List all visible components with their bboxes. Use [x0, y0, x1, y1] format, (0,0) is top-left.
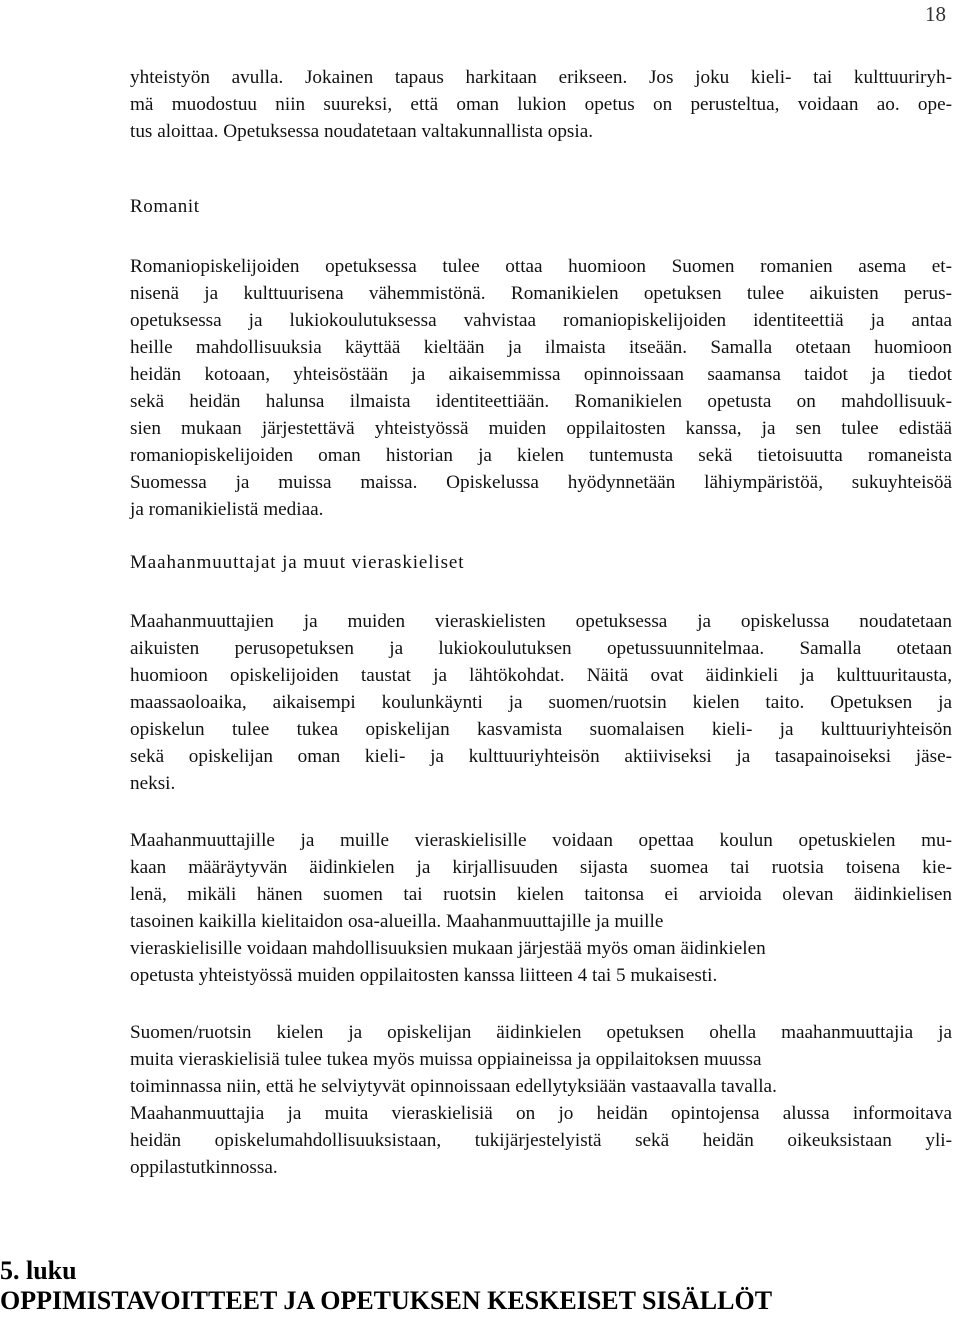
maahanmuuttajat-p2-line: tasoinen kaikilla kielitaidon osa-alueilla. Maahanmuuttajille ja muille [130, 911, 664, 932]
maahanmuuttajat-p1-line: opiskelun tulee tukea opiskelijan kasvamista suomalaisen kieli- ja kulttuuriyhteisön [130, 719, 952, 740]
maahanmuuttajat-p3-line: toiminnassa niin, että he selviytyvät opinnoissaan edellytyksiään vastaavalla tavalla. [130, 1076, 777, 1097]
romanit-line: sekä heidän halunsa ilmaista identiteettiään. Romanikielen opetusta on mahdollisuuk- [130, 391, 952, 412]
maahanmuuttajat-p1-line: huomioon opiskelijoiden taustat ja lähtökohdat. Näitä ovat äidinkieli ja kulttuuritausta, [130, 665, 952, 686]
romanit-line: romaniopiskelijoiden oman historian ja kielen tuntemusta sekä tietoisuutta romaneista [130, 445, 952, 466]
maahanmuuttajat-p2-line: opetusta yhteistyössä muiden oppilaitosten kanssa liitteen 4 tai 5 mukaisesti. [130, 965, 718, 986]
section-heading-maahanmuuttajat: Maahanmuuttajat ja muut vieraskieliset [130, 552, 465, 573]
maahanmuuttajat-p1-line: neksi. [130, 773, 176, 794]
chapter-title: OPPIMISTAVOITTEET JA OPETUKSEN KESKEISET SISÄLLÖT [0, 1286, 773, 1315]
intro-line: mä muodostuu niin suureksi, että oman lukion opetus on perusteltua, voidaan ao. ope- [130, 94, 952, 115]
maahanmuuttajat-p1-line: Maahanmuuttajien ja muiden vieraskielisten opetuksessa ja opiskelussa noudatetaan [130, 611, 952, 632]
maahanmuuttajat-p1-line: aikuisten perusopetuksen ja lukiokoulutuksen opetussuunnitelmaa. Samalla otetaan [130, 638, 952, 659]
romanit-line: Romaniopiskelijoiden opetuksessa tulee ottaa huomioon Suomen romanien asema et- [130, 256, 952, 277]
romanit-line: nisenä ja kulttuurisena vähemmistönä. Romanikielen opetuksen tulee aikuisten perus- [130, 283, 952, 304]
maahanmuuttajat-p2-line: kaan määräytyvän äidinkielen ja kirjallisuuden sijasta suomea tai ruotsia toisena kie- [130, 857, 952, 878]
maahanmuuttajat-p2-line: vieraskielisille voidaan mahdollisuuksien mukaan järjestää myös oman äidinkielen [130, 938, 766, 959]
romanit-line: sien mukaan järjestettävä yhteistyössä muiden oppilaitosten kanssa, ja sen tulee edistää [130, 418, 952, 439]
page-number: 18 [925, 2, 946, 26]
maahanmuuttajat-p3-line: Maahanmuuttajia ja muita vieraskielisiä on jo heidän opintojensa alussa informoitava [130, 1103, 952, 1124]
romanit-line: ja romanikielistä mediaa. [130, 499, 324, 520]
chapter-number: 5. luku [0, 1256, 77, 1285]
maahanmuuttajat-p2-line: Maahanmuuttajille ja muille vieraskielisille voidaan opettaa koulun opetuskielen mu- [130, 830, 952, 851]
romanit-line: heille mahdollisuuksia käyttää kieltään ja ilmaista itseään. Samalla otetaan huomioon [130, 337, 952, 358]
maahanmuuttajat-p1-line: maassaoloaika, aikaisempi koulunkäynti ja suomen/ruotsin kielen taito. Opetuksen ja [130, 692, 952, 713]
section-heading-romanit: Romanit [130, 196, 200, 217]
intro-line: tus aloittaa. Opetuksessa noudatetaan valtakunnallista opsia. [130, 121, 594, 142]
romanit-line: opetuksessa ja lukiokoulutuksessa vahvistaa romaniopiskelijoiden identiteettiä ja antaa [130, 310, 952, 331]
maahanmuuttajat-p3-line: heidän opiskelumahdollisuuksistaan, tukijärjestelyistä sekä heidän oikeuksistaan yli- [130, 1130, 952, 1151]
romanit-line: Suomessa ja muissa maissa. Opiskelussa hyödynnetään lähiympäristöä, sukuyhteisöä [130, 472, 952, 493]
intro-line: yhteistyön avulla. Jokainen tapaus harkitaan erikseen. Jos joku kieli- tai kulttuuriryh- [130, 67, 952, 88]
romanit-line: heidän kotoaan, yhteisöstään ja aikaisemmissa opinnoissaan saamansa taidot ja tiedot [130, 364, 952, 385]
maahanmuuttajat-p3-line: oppilastutkinnossa. [130, 1157, 278, 1178]
maahanmuuttajat-p3-line: Suomen/ruotsin kielen ja opiskelijan äidinkielen opetuksen ohella maahanmuuttajia ja [130, 1022, 952, 1043]
maahanmuuttajat-p3-line: muita vieraskielisiä tulee tukea myös muissa oppiaineissa ja oppilaitoksen muussa [130, 1049, 762, 1070]
maahanmuuttajat-p1-line: sekä opiskelijan oman kieli- ja kulttuuriyhteisön aktiiviseksi ja tasapainoiseksi jäse- [130, 746, 952, 767]
maahanmuuttajat-p2-line: lenä, mikäli hänen suomen tai ruotsin kielen taitonsa ei arvioida olevan äidinkielisen [130, 884, 952, 905]
